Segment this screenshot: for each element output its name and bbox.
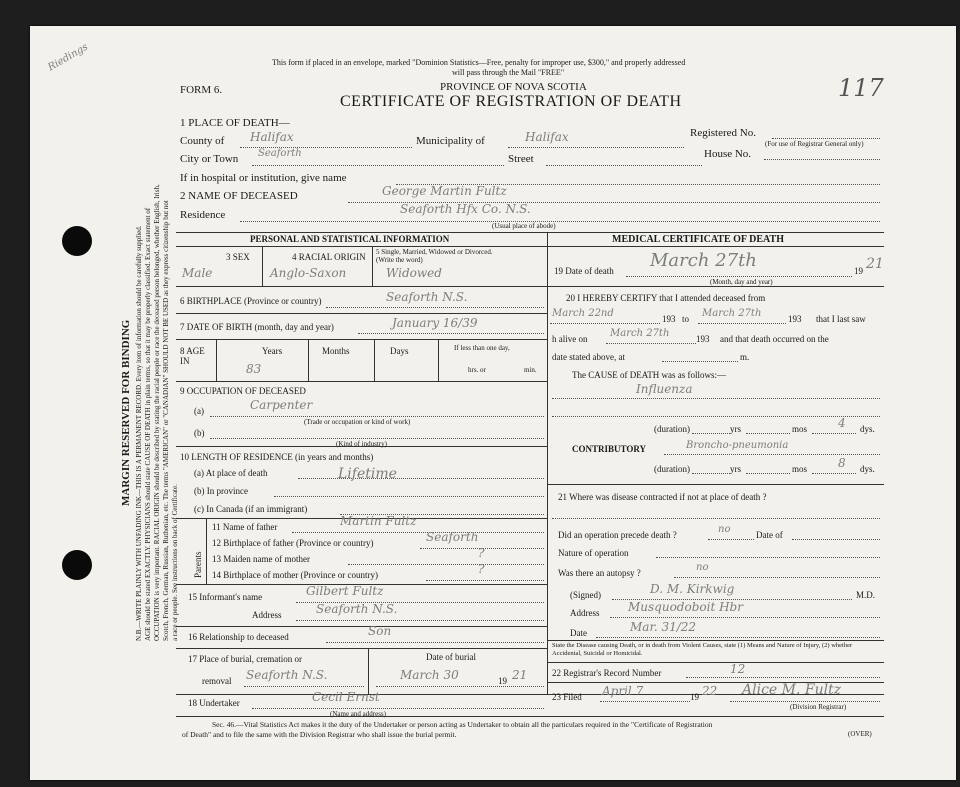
autopsy-value: no xyxy=(696,562,709,573)
binding-hole-top xyxy=(62,226,92,256)
operation-label: Did an operation precede death ? xyxy=(558,530,677,540)
mother-birthplace-value: ? xyxy=(478,562,485,576)
attended-to-year: 193 xyxy=(788,314,802,324)
disease-contracted-label: 21 Where was disease contracted if not at place of death ? xyxy=(558,492,767,502)
less-than-day-label: If less than one day, xyxy=(454,344,510,352)
mother-birthplace-label: 14 Birthplace of mother (Province or country) xyxy=(212,570,378,580)
registrar-note: (Division Registrar) xyxy=(790,703,847,711)
handwritten-number: 117 xyxy=(838,74,884,102)
envelope-note-2: will pass through the Mail "FREE" xyxy=(452,68,565,77)
informant-address-label: Address xyxy=(252,610,282,620)
binding-hole-bottom xyxy=(62,550,92,580)
filed-label: 23 Filed xyxy=(552,692,582,702)
attended-from-year: 193 xyxy=(662,314,676,324)
parents-label: Parents xyxy=(193,551,203,578)
cause-mos-value: 4 xyxy=(838,416,846,430)
city-value: Seaforth xyxy=(258,148,302,159)
m-label: m. xyxy=(740,352,750,362)
contrib-yrs-label: yrs xyxy=(730,464,741,474)
attended-from-value: March 22nd xyxy=(552,308,614,319)
years-value: 83 xyxy=(246,362,262,376)
filed-year-prefix: 19 xyxy=(690,692,699,702)
residence-note: (Usual place of abode) xyxy=(492,222,556,230)
occupation-b-note: (Kind of industry) xyxy=(336,440,387,448)
residence-a-label: (a) At place of death xyxy=(194,468,268,478)
filed-value: April 7 xyxy=(602,684,644,698)
burial-label-2: removal xyxy=(202,676,232,686)
alive-on-value: March 27th xyxy=(610,328,670,339)
contrib-duration-label: (duration) xyxy=(654,464,690,474)
min-label: min. xyxy=(524,366,537,374)
undertaker-note: (Name and address) xyxy=(330,710,386,718)
cause-label: The CAUSE of DEATH was as follows:— xyxy=(572,370,726,380)
cause-value: Influenza xyxy=(636,382,693,396)
dob-label: 7 DATE OF BIRTH (month, day and year) xyxy=(180,322,334,332)
medical-date-label: Date xyxy=(570,628,587,638)
relationship-value: Son xyxy=(368,624,392,638)
burial-date-value: March 30 xyxy=(400,668,459,682)
father-birthplace-value: Seaforth xyxy=(426,530,479,544)
signed-label: (Signed) xyxy=(570,590,601,600)
attended-to-value: March 27th xyxy=(702,308,762,319)
birthplace-value: Seaforth N.S. xyxy=(386,290,468,304)
name-of-deceased-label: 2 NAME OF DECEASED xyxy=(180,190,298,202)
date-of-death-value: March 27th xyxy=(650,250,757,271)
years-label: Years xyxy=(262,346,283,356)
autopsy-label: Was there an autopsy ? xyxy=(558,568,641,578)
informant-address-value: Seaforth N.S. xyxy=(316,602,398,616)
city-label: City or Town xyxy=(180,153,239,165)
violent-causes-note: State the Disease causing Death, or in death from Violent Causes, state (1) Means and Nature of Injury, (2) whether Accidental, Suicidal or Homicidal. xyxy=(552,642,853,657)
informant-value: Gilbert Fultz xyxy=(306,584,384,598)
certificate-page xyxy=(30,26,956,780)
footer-line-2: of Death" and to file the same with the Division Registrar who shall issue the burial permit. xyxy=(182,730,457,739)
occupation-a-note: (Trade or occupation or kind of work) xyxy=(304,418,411,426)
contrib-mos-value: 8 xyxy=(838,456,846,470)
certificate-title: CERTIFICATE OF REGISTRATION OF DEATH xyxy=(340,93,682,110)
contributory-label: CONTRIBUTORY xyxy=(572,444,647,454)
days-label: Days xyxy=(390,346,409,356)
residence-a-value: Lifetime xyxy=(338,466,397,482)
occupation-label: 9 OCCUPATION OF DECEASED xyxy=(180,386,306,396)
occupation-b: (b) xyxy=(194,428,205,438)
registered-label: Registered No. xyxy=(690,127,756,139)
margin-instruction-2: AGE should be stated EXACTLY. PHYSICIANS should state CAUSE OF DEATH in plain terms, so that it may be properly classified. Exact statement of xyxy=(144,207,152,641)
county-value: Halifax xyxy=(250,130,294,144)
cause-duration-label: (duration) xyxy=(654,424,690,434)
informant-label: 15 Informant's name xyxy=(188,592,263,602)
cause-yrs-label: yrs xyxy=(730,424,741,434)
form-number: FORM 6. xyxy=(180,84,223,96)
sex-value: Male xyxy=(182,266,213,280)
father-name-value: Martin Fultz xyxy=(340,514,417,528)
occupation-value: Carpenter xyxy=(250,398,313,412)
margin-instruction-1: N.B.—WRITE PLAINLY WITH UNFADING INK—THIS IS A PERMANENT RECORD. Every item of information should be carefully supplied. xyxy=(135,225,143,641)
medical-heading: MEDICAL CERTIFICATE OF DEATH xyxy=(612,234,784,245)
cause-mos-label: mos xyxy=(792,424,808,434)
date-of-death-note: (Month, day and year) xyxy=(710,278,773,286)
registered-note: (For use of Registrar General only) xyxy=(765,140,864,148)
dob-value: January 16/39 xyxy=(392,316,478,330)
footer-line-1: Sec. 46.—Vital Statistics Act makes it the duty of the Undertaker or person acting as Undertaker to obtain all the particulars required in the "Certificate of Registration xyxy=(212,720,713,729)
residence-b-label: (b) In province xyxy=(194,486,248,496)
municipality-label: Municipality of xyxy=(416,135,485,147)
birthplace-label: 6 BIRTHPLACE (Province or country) xyxy=(180,296,322,306)
contributory-value: Broncho-pneumonia xyxy=(686,440,789,451)
father-name-label: 11 Name of father xyxy=(212,522,278,532)
registrar-signature: Alice M. Fultz xyxy=(742,682,842,698)
footer-over: (OVER) xyxy=(848,730,872,738)
alive-on-year: 193 xyxy=(696,334,710,344)
medical-date-value: Mar. 31/22 xyxy=(630,620,697,634)
burial-place-value: Seaforth N.S. xyxy=(246,668,328,682)
binding-title: MARGIN RESERVED FOR BINDING xyxy=(120,319,132,506)
place-of-death-label: 1 PLACE OF DEATH— xyxy=(180,117,290,129)
certify-statement: 20 I HEREBY CERTIFY that I attended deceased from xyxy=(566,293,766,303)
him-alive-label: h alive on xyxy=(552,334,588,344)
hrs-label: hrs. or xyxy=(468,366,486,374)
mother-name-value: ? xyxy=(478,546,485,560)
undertaker-label: 18 Undertaker xyxy=(188,698,240,708)
signed-value: D. M. Kirkwig xyxy=(650,582,735,596)
date-of-death-label: 19 Date of death xyxy=(554,266,614,276)
burial-label-1: 17 Place of burial, cremation or xyxy=(188,654,302,664)
operation-value: no xyxy=(718,524,731,535)
residence-value: Seaforth Hfx Co. N.S. xyxy=(400,202,531,216)
registrar-record-label: 22 Registrar's Record Number xyxy=(552,668,662,678)
marital-value: Widowed xyxy=(386,266,442,280)
province-heading: PROVINCE OF NOVA SCOTIA xyxy=(440,81,587,93)
residence-length-label: 10 LENGTH OF RESIDENCE (in years and months) xyxy=(180,452,374,462)
registrar-record-value: 12 xyxy=(730,662,746,676)
last-saw-label: that I last saw xyxy=(816,314,866,324)
burial-year-value: 21 xyxy=(512,668,528,682)
burial-year-prefix: 19 xyxy=(498,676,507,686)
age-label: 8 AGE IN xyxy=(180,346,205,366)
margin-instruction-5: a race or people. See instructions on back of Certificate. xyxy=(171,484,179,641)
operation-date-label: Date of xyxy=(756,530,783,540)
nature-operation-label: Nature of operation xyxy=(558,548,629,558)
margin-instruction-3: OCCUPATION is very important. RACIAL ORIGIN should be described by stating the racial people or race the deceased person belonged, whether English, Irish, xyxy=(153,184,161,641)
to-label: to xyxy=(682,314,690,324)
residence-label: Residence xyxy=(180,209,226,221)
father-birthplace-label: 12 Birthplace of father (Province or country) xyxy=(212,538,374,548)
sex-label: 3 SEX xyxy=(226,252,250,262)
md-label: M.D. xyxy=(856,590,876,600)
contrib-mos-label: mos xyxy=(792,464,808,474)
death-year-value: 21 xyxy=(866,256,884,272)
margin-instruction-4: Scotch, French, German, Russian, Ruthenian, etc. The terms "AMERICAN" or "CANADIAN" SHOULD NOT BE USED as they express citizenship but not xyxy=(162,200,170,641)
relationship-label: 16 Relationship to deceased xyxy=(188,632,289,642)
hospital-label: If in hospital or institution, give name xyxy=(180,172,347,184)
occupation-a: (a) xyxy=(194,406,204,416)
date-above-label: date stated above, at xyxy=(552,352,625,362)
months-label: Months xyxy=(322,346,350,356)
race-value: Anglo-Saxon xyxy=(270,266,347,280)
mother-name-label: 13 Maiden name of mother xyxy=(212,554,310,564)
residence-c-label: (c) In Canada (if an immigrant) xyxy=(194,504,308,514)
county-label: County of xyxy=(180,135,225,147)
municipality-value: Halifax xyxy=(525,130,569,144)
personal-heading: PERSONAL AND STATISTICAL INFORMATION xyxy=(250,234,450,244)
medical-address-label: Address xyxy=(570,608,600,618)
marital-label: 5 Single, Married, Widowed or Divorced. (Write the word) xyxy=(376,248,493,264)
deceased-name: George Martin Fultz xyxy=(382,184,507,198)
filed-year-value: 22 xyxy=(702,684,718,698)
contrib-dys-label: dys. xyxy=(860,464,875,474)
house-label: House No. xyxy=(704,148,752,160)
corner-note: Riedings xyxy=(46,41,91,74)
envelope-note-1: This form if placed in an envelope, marked "Dominion Statistics—Free, penalty for improper use, $300," and properly addressed xyxy=(272,58,686,67)
street-label: Street xyxy=(508,153,534,165)
death-occurred-label: and that death occurred on the xyxy=(720,334,829,344)
cause-dys-label: dys. xyxy=(860,424,875,434)
undertaker-value: Cecil Ernst xyxy=(312,690,380,704)
burial-date-label: Date of burial xyxy=(426,652,476,662)
race-label: 4 RACIAL ORIGIN xyxy=(292,252,366,262)
death-year-prefix: 19 xyxy=(854,266,863,276)
medical-address-value: Musquodoboit Hbr xyxy=(628,600,743,614)
